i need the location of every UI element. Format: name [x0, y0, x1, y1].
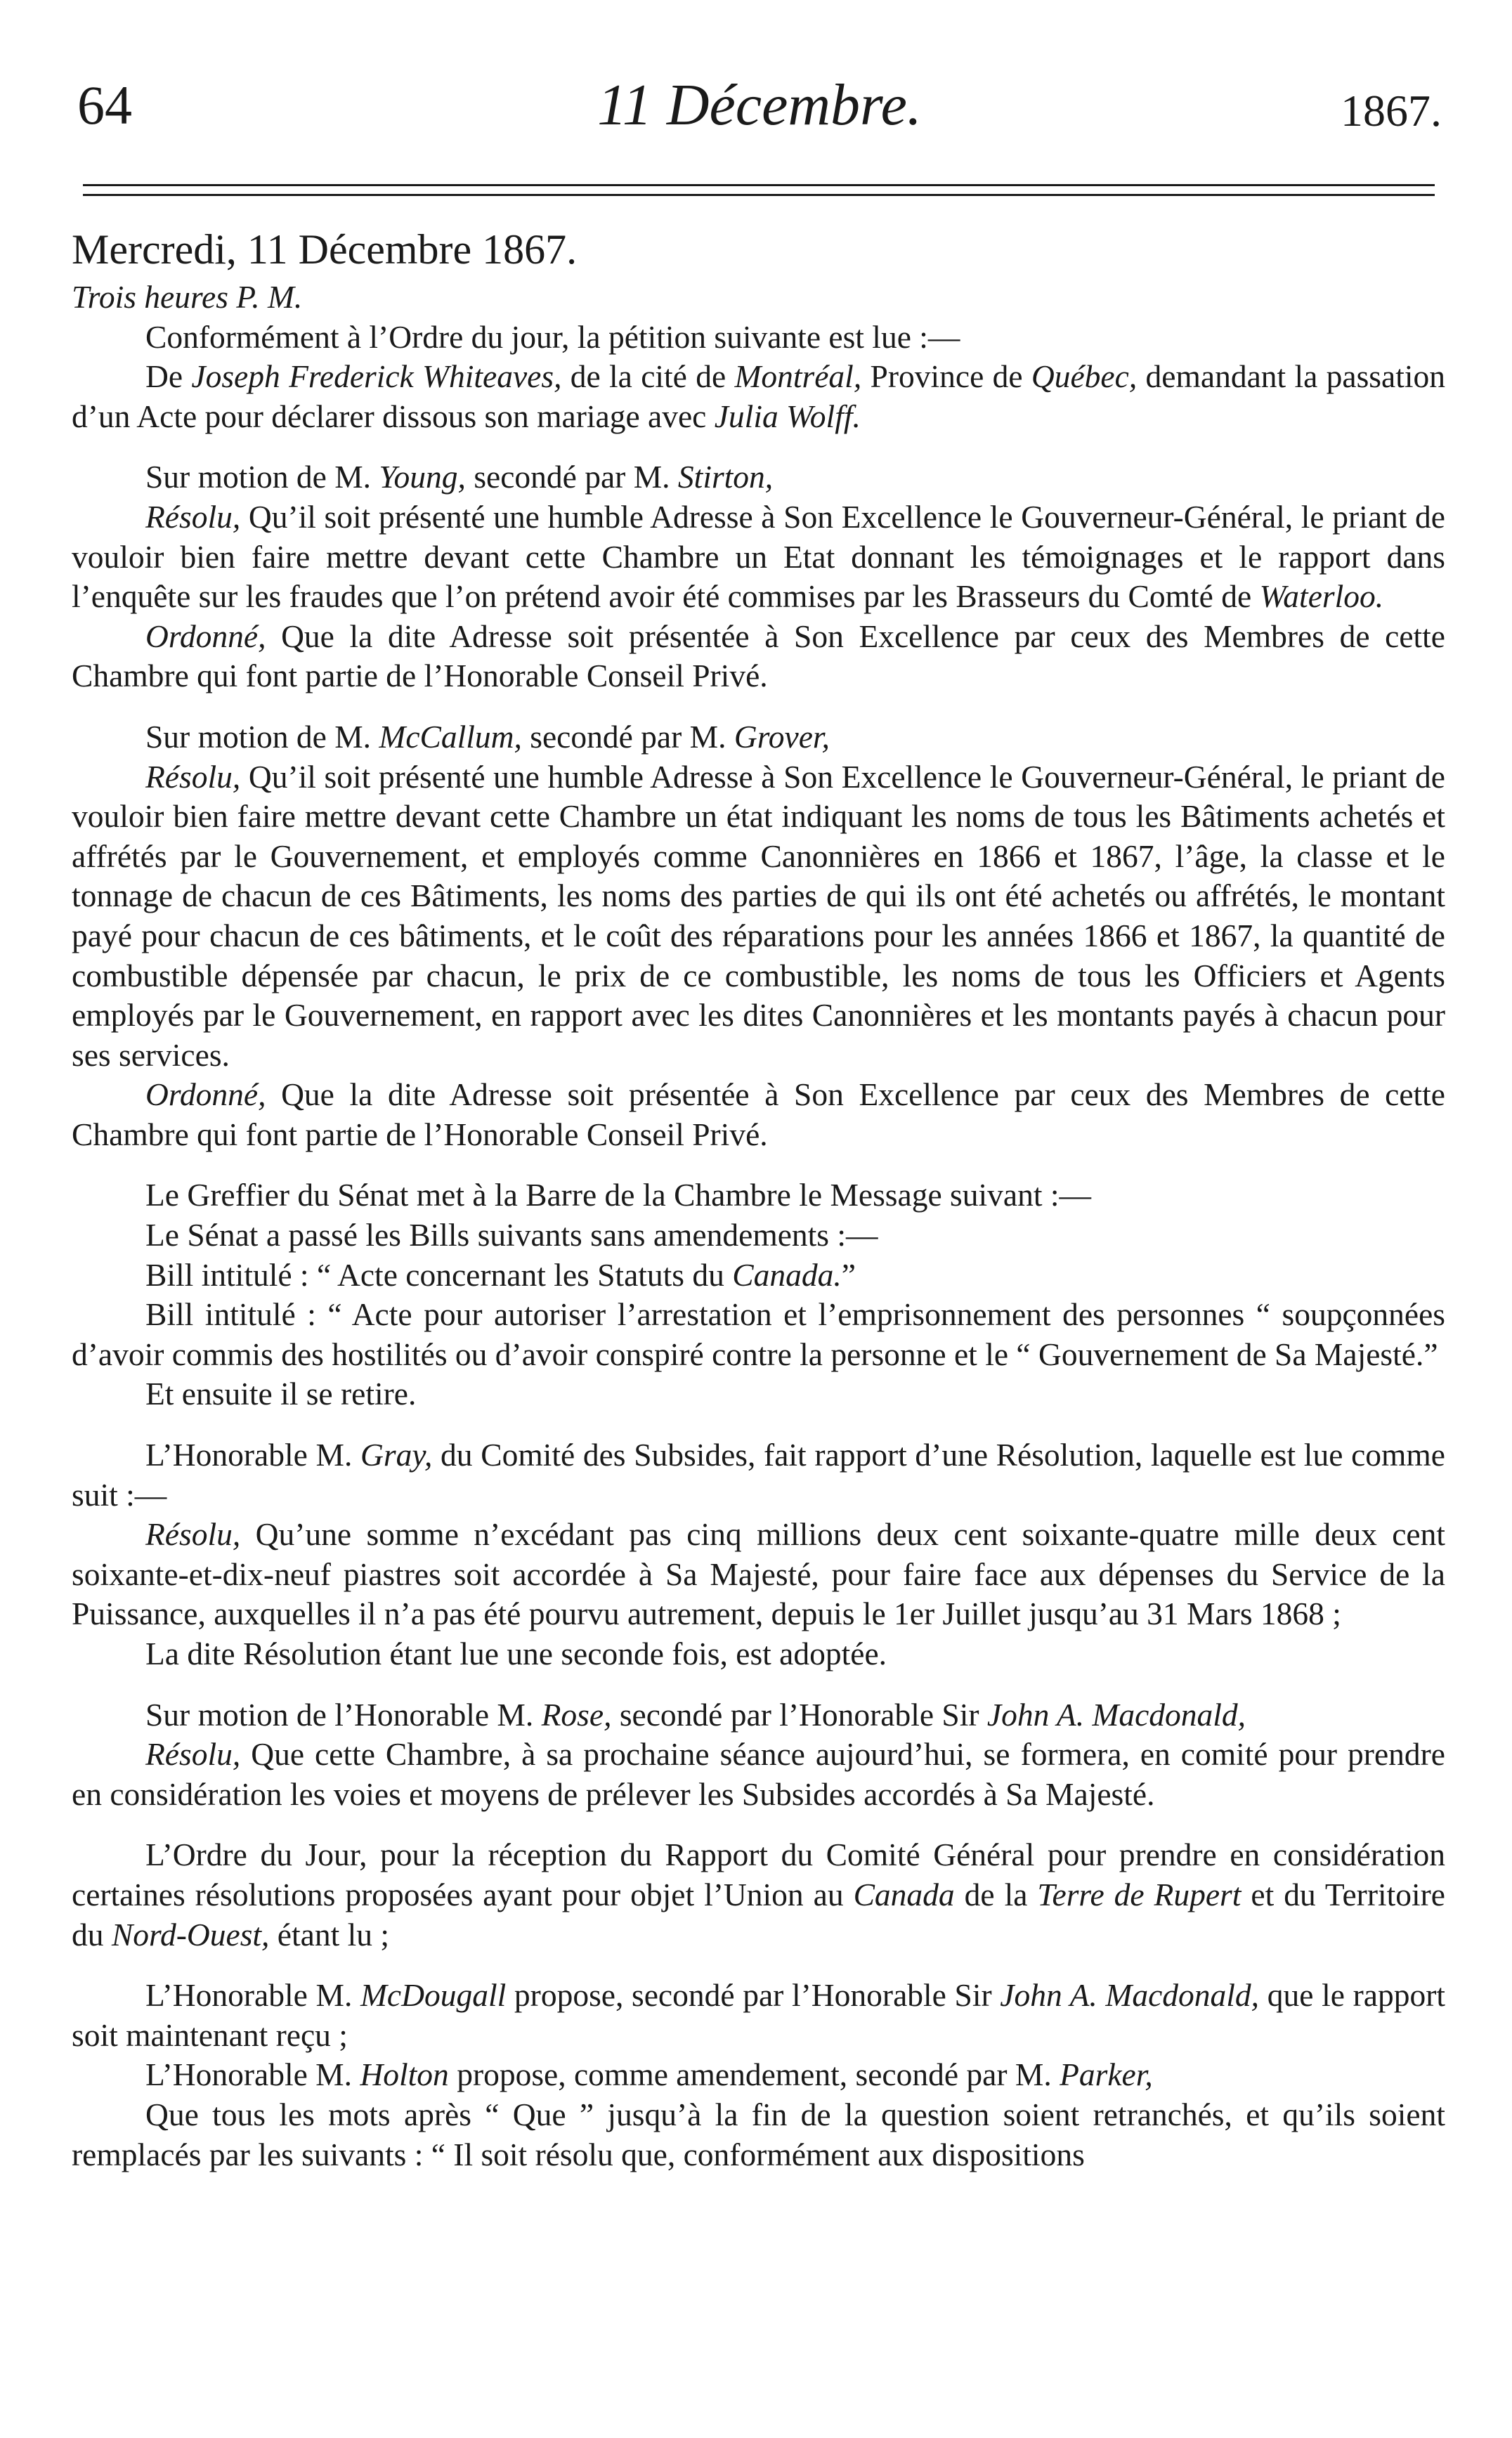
paragraph-motion-mccallum: Sur motion de M. McCallum, secondé par M. Grover, — [145, 718, 830, 755]
paragraph-ordered-2: Ordonné, Que la dite Adresse soit présentée à Son Excellence par ceux des Membres de cette Chambre qui font partie de l’Honorable Conseil Privé. — [72, 1076, 1445, 1152]
running-header — [77, 67, 1442, 144]
paragraph-gray-report: L’Honorable M. Gray, du Comité des Subsides, fait rapport d’une Résolution, laquelle est lue comme suit :— — [72, 1437, 1445, 1513]
paragraph-petition: De Joseph Frederick Whiteaves, de la cité de Montréal, Province de Québec, demandant la passation d’un Acte pour déclarer dissous son mariage avec Julia Wolff. — [72, 358, 1445, 434]
paragraph-order-rupert: L’Ordre du Jour, pour la réception du Rapport du Comité Général pour prendre en considération certaines résolutions proposées ayant pour objet l’Union au Canada de la Terre de Rupert et du Territoire du Nord-Ouest, étant lu ; — [72, 1837, 1445, 1953]
paragraph-motion-young: Sur motion de M. Young, secondé par M. Stirton, — [145, 459, 774, 495]
paragraph-resolution-gunboats: Résolu, Qu’il soit présenté une humble Adresse à Son Excellence le Gouverneur-Général, le priant de vouloir bien faire mettre devant cette Chambre un état indiquant les noms de tous les Bâtiments achetés et affrétés par le Gouvernement, et employés comme Canonnières en 1866 et 1867, l’âge, la classe et le tonnage de chacun de ces Bâtiments, les noms des parties de qui ils ont été achetés ou affrétés, le montant payé pour chacun de ces bâtiments, et le coût des réparations pour les années 1866 et 1867, la quantité de combustible dépensée par chacun, le prix de ce combustible, les noms de tous les Officiers et Agents employés par le Gouvernement, en rapport avec les dites Canonnières et les montants payés à chacun pour ses services. — [72, 758, 1445, 1073]
paragraph-resolution-ways-means: Résolu, Que cette Chambre, à sa prochaine séance aujourd’hui, se formera, en comité pour prendre en considération les voies et moyens de prélever les Subsides accordés à Sa Majesté. — [72, 1736, 1445, 1812]
header-year: 1867. — [1341, 86, 1442, 136]
paragraph-order-of-day: Conformément à l’Ordre du jour, la pétition suivante est lue :— — [145, 318, 960, 355]
paragraph-resolution-waterloo: Résolu, Qu’il soit présenté une humble Adresse à Son Excellence le Gouverneur-Général, le priant de vouloir bien faire mettre devant cette Chambre un Etat donnant les témoignages et le rapport dans l’enquête sur les fraudes que l’on prétend avoir été commises par les Brasseurs du Comté de Waterloo. — [72, 498, 1445, 615]
time-subheading: Trois heures P. M. — [72, 279, 303, 315]
paragraph-motion-rose: Sur motion de l’Honorable M. Rose, secondé par l’Honorable Sir John A. Macdonald, — [145, 1696, 1246, 1733]
paragraph-holton-amendment: L’Honorable M. Holton propose, comme amendement, secondé par M. Parker, — [145, 2056, 1153, 2093]
day-heading: Mercredi, 11 Décembre 1867. — [72, 226, 578, 273]
document-body — [72, 221, 1445, 2175]
page-number: 64 — [77, 74, 132, 136]
paragraph-senate-message: Le Greffier du Sénat met à la Barre de la Chambre le Message suivant :— — [145, 1177, 1091, 1213]
paragraph-retires: Et ensuite il se retire. — [145, 1376, 417, 1412]
paragraph-resolution-supply: Résolu, Qu’une somme n’excédant pas cinq millions deux cent soixante-quatre mille deux cent soixante-et-dix-neuf piastres soit accordée à Sa Majesté, pour faire face aux dépenses du Service de la Puissance, auxquelles il n’a pas été pourvu autrement, depuis le 1er Juillet jusqu’au 31 Mars 1868 ; — [72, 1516, 1445, 1632]
header-date: 11 Décembre. — [597, 72, 922, 138]
paragraph-amendment-text: Que tous les mots après “ Que ” jusqu’à la fin de la question soient retranchés, et qu’ils soient remplacés par les suivants : “ Il soit résolu que, conformément aux dispositions — [72, 2096, 1445, 2172]
header-rule-top — [83, 184, 1435, 186]
paragraph-adopted: La dite Résolution étant lue une seconde fois, est adoptée. — [145, 1636, 887, 1671]
paragraph-mcdougall-proposes: L’Honorable M. McDougall propose, secondé par l’Honorable Sir John A. Macdonald, que le rapport soit maintenant reçu ; — [72, 1977, 1446, 2053]
paragraph-senate-bills: Le Sénat a passé les Bills suivants sans amendements :— — [145, 1217, 878, 1253]
paragraph-bill-arrest: Bill intitulé : “ Acte pour autoriser l’arrestation et l’emprisonnement des personnes “ soupçonnées d’avoir commis des hostilités ou d’avoir conspiré contre la personne et le “ Gouvernement de Sa Majesté.” — [72, 1296, 1445, 1372]
paragraph-ordered-1: Ordonné, Que la dite Adresse soit présentée à Son Excellence par ceux des Membres de cette Chambre qui font partie de l’Honorable Conseil Privé. — [72, 618, 1445, 694]
header-rule-bottom — [83, 194, 1435, 196]
paragraph-bill-statutes: Bill intitulé : “ Acte concernant les Statuts du Canada.” — [145, 1256, 856, 1293]
